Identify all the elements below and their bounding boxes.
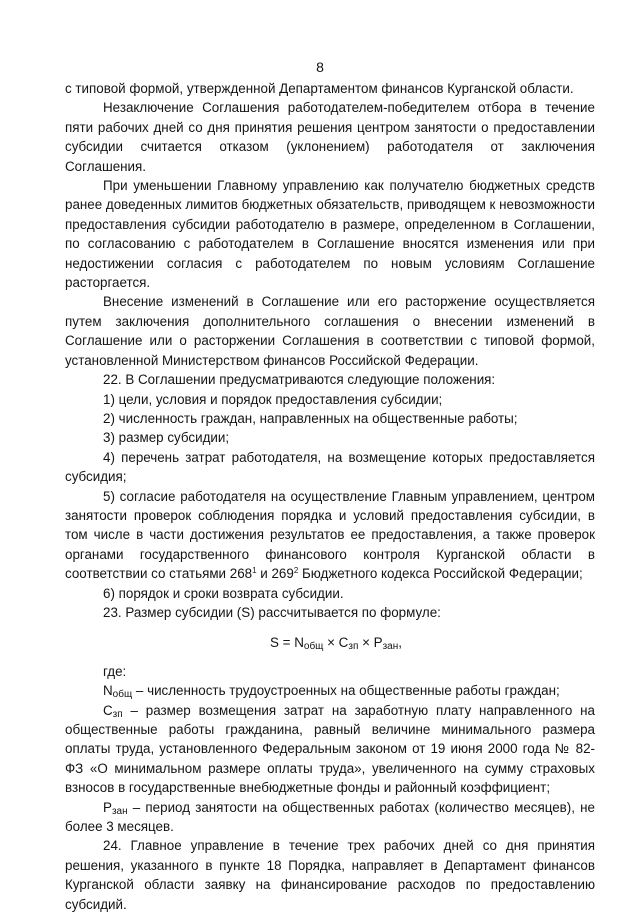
document-body (65, 79, 595, 914)
n-definition-text: – численность трудоустроенных на общественные работы граждан; (132, 683, 560, 699)
c-definition-text: – размер возмещения затрат на заработную плату направленного на общественные работы гражданина, равный величине минимального размера оплаты труда, установленного Федеральным законом от 19 июня 2000 года № 82-ФЗ «О минимальном размере оплаты труда», увеличенного на сумму страховых взносов в государственные внебюджетные фонды и районный коэффициент; (65, 702, 595, 796)
article-268-superscript: 1 (252, 566, 257, 576)
clause-23-heading: 23. Размер субсидии (S) рассчитывается по формуле: (103, 604, 441, 620)
clause-22-heading: 22. В Соглашении предусматриваются следующие положения: (103, 372, 496, 388)
definition-p-period (65, 798, 595, 837)
formula-op2: × Р (358, 635, 383, 651)
formula-op1: × С (323, 635, 349, 651)
c-symbol: С (103, 702, 113, 718)
p-symbol: Р (103, 799, 112, 815)
item-5-text-b: и 269 (256, 566, 294, 582)
subsidy-formula (65, 633, 595, 652)
formula-p-subscript: зан (382, 641, 399, 653)
clause-22-item-2: 2) численность граждан, направленных на общественные работы; (103, 410, 518, 426)
item-5-text-c: Бюджетного кодекса Российской Федерации; (298, 566, 583, 582)
clause-22-item-5 (65, 487, 595, 584)
formula-lhs: S = N (270, 635, 304, 651)
clause-22-item-1: 1) цели, условия и порядок предоставления субсидии; (103, 391, 443, 407)
p-definition-text: – период занятости на общественных работах (количество месяцев), не более 3 месяцев. (65, 799, 595, 835)
p-subscript: зан (111, 805, 128, 817)
page-number: 8 (316, 59, 324, 75)
clause-24: 24. Главное управление в течение трех рабочих дней со дня принятия решения, указанного в пункте 18 Порядка, направляет в Департамент финансов Курганской области заявку на финансирование расходов по предоставлению субсидий. (65, 838, 595, 912)
clause-22-item-6: 6) порядок и сроки возврата субсидии. (103, 585, 344, 601)
definition-c-wage (65, 701, 595, 798)
article-269-superscript: 2 (293, 566, 299, 576)
item-5-text-a: 5) согласие работодателя на осуществление Главным управлением, центром занятости проверок соблюдения порядка и условий предоставления субсидии, в том числе в части достижения результатов ее предоставления, а также проверок органами государственного финансового контроля Курганской области в соответствии со статьями 268 (65, 488, 595, 582)
c-subscript: зп (112, 708, 123, 720)
paragraph-limits-reduction: При уменьшении Главному управлению как получателю бюджетных средств ранее доведенных лимитов бюджетных обязательств, приводящем к невозможности предоставления субсидии работодателю в размере, определенном в Соглашении, по согласованию с работодателем в Соглашение вносятся изменения или при недостижении согласия с работодателем по новым условиям Соглашение расторгается. (65, 178, 595, 291)
formula-c-subscript: зп (348, 641, 359, 653)
clause-22-item-3: 3) размер субсидии; (103, 430, 230, 446)
formula-tail: , (398, 635, 402, 651)
clause-22-item-4: 4) перечень затрат работодателя, на возмещение которых предоставляется субсидия; (65, 449, 595, 485)
formula-where-label: где: (103, 663, 127, 679)
formula-n-subscript: общ (303, 641, 324, 653)
paragraph-non-conclusion: Незаключение Соглашения работодателем-победителем отбора в течение пяти рабочих дней со дня принятия решения центром занятости о предоставлении субсидии считается отказом (уклонением) работодателя от заключения Соглашения. (65, 100, 595, 174)
paragraph-amendments: Внесение изменений в Соглашение или его расторжение осуществляется путем заключения дополнительного соглашения о внесении изменений в Соглашение или о расторжении Соглашения в соответствии с типовой формой, установленной Министерством финансов Российской Федерации. (65, 294, 595, 368)
definition-n-total (65, 681, 595, 700)
n-symbol: N (103, 683, 113, 699)
paragraph-continuation: с типовой формой, утвержденной Департаментом финансов Курганской области. (65, 81, 574, 96)
n-subscript: общ (112, 689, 133, 701)
